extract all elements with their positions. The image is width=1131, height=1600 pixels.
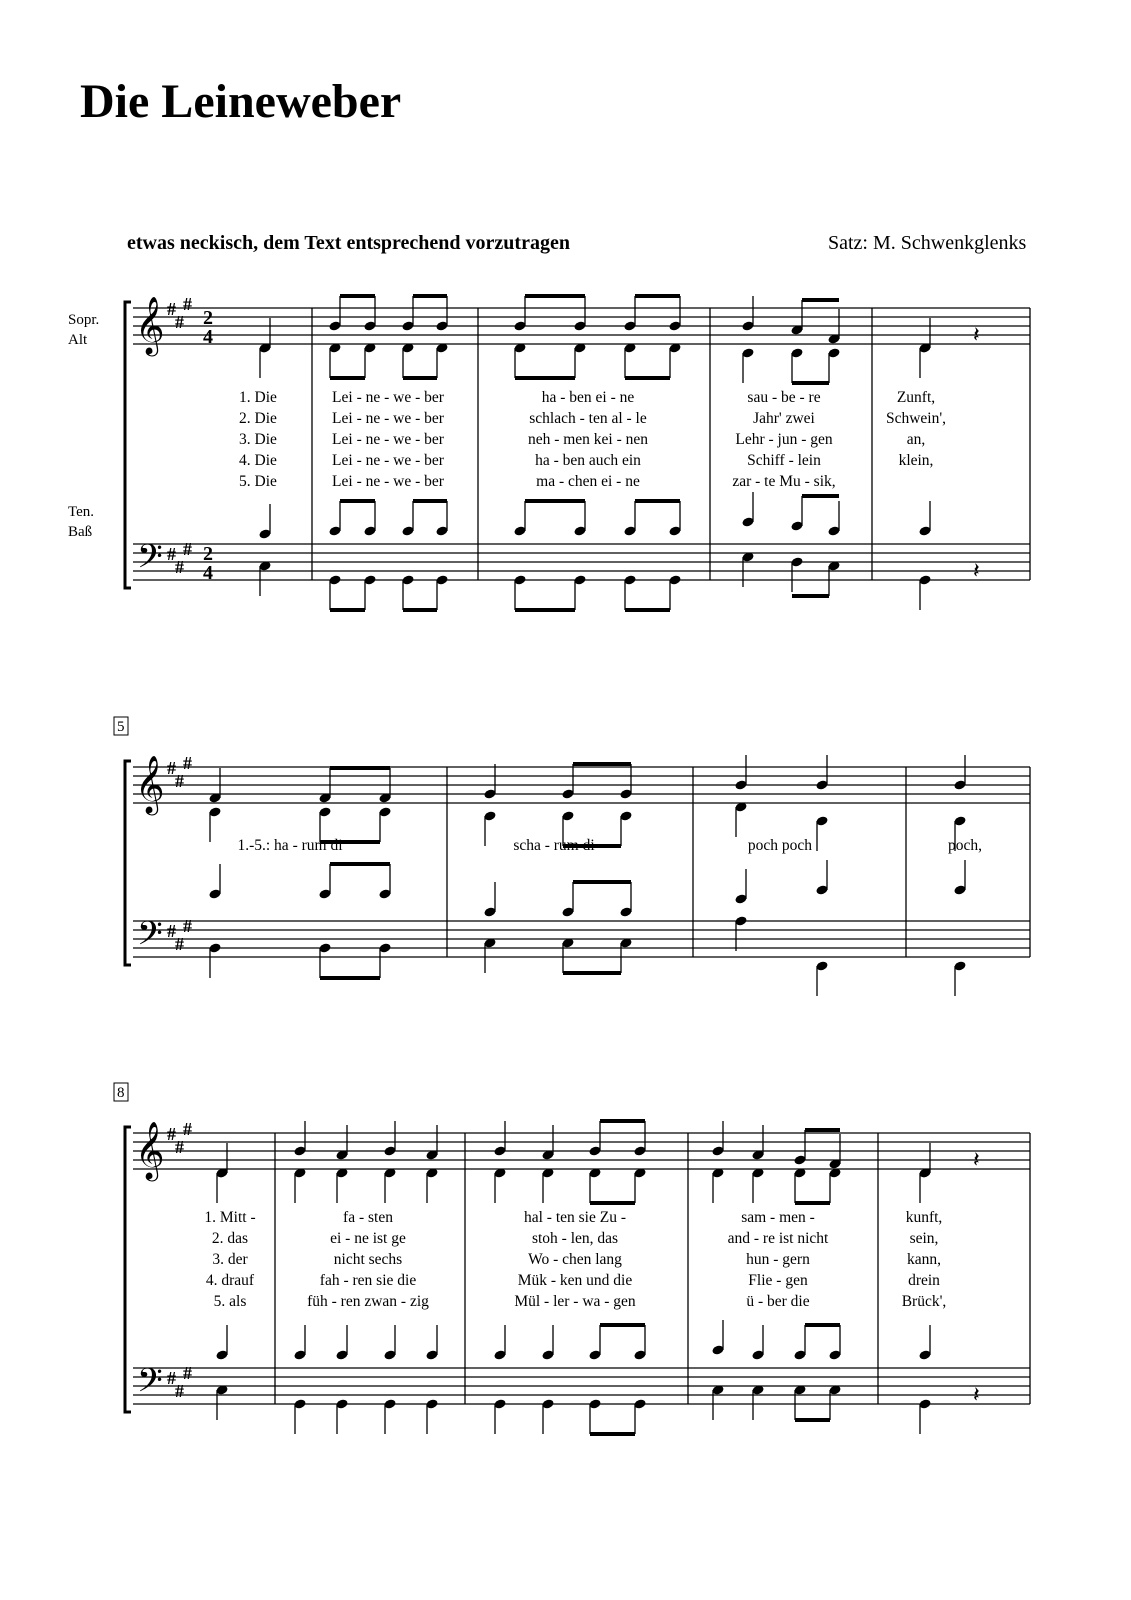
lyric-syllables: Lei - ne - we - ber — [332, 452, 444, 469]
lyric-syllables: sam - men - — [741, 1209, 815, 1226]
lyric-syllables: ma - chen ei - ne — [536, 473, 640, 490]
lyric-syllables: kunft, — [905, 1209, 943, 1226]
sharp-icon: # — [175, 312, 184, 332]
lyric-syllables: klein, — [898, 452, 934, 469]
sharp-icon: # — [183, 1363, 192, 1383]
quarter-rest-icon: 𝄽 — [973, 558, 980, 583]
lyric-syllables: ha - ben ei - ne — [541, 389, 635, 406]
song-title: Die Leineweber — [80, 75, 402, 128]
lyric-syllables: Lei - ne - we - ber — [332, 473, 444, 490]
lyric-syllables: stoh - len, das — [531, 1230, 619, 1247]
lyric-syllables: sein, — [909, 1230, 939, 1247]
lyric-syllables: ha - ben auch ein — [535, 452, 641, 469]
quarter-rest-icon: 𝄽 — [973, 322, 980, 347]
sharp-icon: # — [183, 1119, 192, 1139]
lyric-syllables: 1. Die — [239, 389, 277, 406]
sharp-icon: # — [175, 1137, 184, 1157]
lyric-syllables: drein — [908, 1272, 940, 1289]
lyric-syllables: neh - men kei - nen — [527, 431, 649, 448]
time-signature-numerator: 2 — [203, 543, 213, 565]
lyric-syllables: poch, — [947, 837, 983, 854]
lyric-syllables: hal - ten sie Zu - — [523, 1209, 627, 1226]
lyric-syllables: fa - sten — [343, 1209, 393, 1226]
lyric-syllables: zar - te Mu - sik, — [732, 473, 836, 490]
time-signature-numerator: 2 — [203, 307, 213, 329]
lyric-syllables: and - re ist nicht — [727, 1230, 829, 1247]
treble-clef-icon: 𝄞 — [135, 1122, 165, 1178]
bass-clef-icon: 𝄢 — [137, 1362, 163, 1407]
lyric-syllables: Lei - ne - we - ber — [332, 410, 444, 427]
sharp-icon: # — [183, 539, 192, 559]
lyric-syllables: Lei - ne - we - ber — [332, 431, 444, 448]
system-bracket — [125, 761, 131, 965]
quarter-rest-icon: 𝄽 — [973, 1147, 980, 1172]
bass-clef-icon: 𝄢 — [137, 538, 163, 583]
lyric-syllables: ü - ber die — [746, 1293, 810, 1310]
lyric-syllables: sau - be - re — [747, 389, 821, 406]
lyric-syllables: fah - ren sie die — [319, 1272, 417, 1289]
lyric-syllables: poch poch — [747, 837, 813, 854]
lyric-syllables: Lehr - jun - gen — [735, 431, 833, 448]
lyric-syllables: Brück', — [901, 1293, 947, 1310]
lyric-syllables: 4. Die — [239, 452, 277, 469]
lyric-syllables: 3. der — [212, 1251, 248, 1268]
lyric-syllables: 2. das — [211, 1230, 249, 1247]
lyric-syllables: Wo - chen lang — [528, 1251, 622, 1268]
sharp-icon: # — [167, 1124, 176, 1144]
lyric-syllables: schlach - ten al - le — [529, 410, 647, 427]
sharp-icon: # — [175, 771, 184, 791]
sharp-icon: # — [183, 916, 192, 936]
lyric-syllables: 4. drauf — [205, 1272, 255, 1289]
voice-label-alto: Alt — [68, 332, 88, 348]
sharp-icon: # — [183, 753, 192, 773]
lyric-syllables: ei - ne ist ge — [330, 1230, 406, 1247]
sharp-icon: # — [167, 921, 176, 941]
lyric-syllables: scha - rum di — [513, 837, 595, 854]
lyric-syllables: Schiff - lein — [747, 452, 821, 469]
sharp-icon: # — [175, 934, 184, 954]
sharp-icon: # — [175, 557, 184, 577]
lyric-syllables: an, — [906, 431, 926, 448]
voice-label-bass: Baß — [68, 524, 93, 540]
time-signature-denominator: 4 — [203, 326, 213, 348]
lyric-syllables: kann, — [906, 1251, 942, 1268]
sharp-icon: # — [167, 1368, 176, 1388]
lyric-syllables: Mül - ler - wa - gen — [514, 1293, 636, 1310]
sharp-icon: # — [167, 758, 176, 778]
lyric-syllables: Jahr' zwei — [753, 410, 815, 427]
lyric-syllables: 5. Die — [239, 473, 277, 490]
sharp-icon: # — [167, 544, 176, 564]
bass-clef-icon: 𝄢 — [137, 915, 163, 960]
sharp-icon: # — [167, 299, 176, 319]
lyric-syllables: Zunft, — [896, 389, 936, 406]
sharp-icon: # — [175, 1381, 184, 1401]
quarter-rest-icon: 𝄽 — [973, 1382, 980, 1407]
time-signature-denominator: 4 — [203, 562, 213, 584]
system-bracket — [125, 1127, 131, 1412]
voice-label-soprano: Sopr. — [68, 312, 100, 328]
lyric-syllables: nicht sechs — [333, 1251, 403, 1268]
arranger-credit: Satz: M. Schwenkglenks — [828, 232, 1027, 254]
lyric-syllables: 2. Die — [239, 410, 277, 427]
lyric-syllables: 1. Mitt - — [204, 1209, 256, 1226]
treble-clef-icon: 𝄞 — [135, 756, 165, 812]
lyric-syllables: Mük - ken und die — [517, 1272, 633, 1289]
lyric-syllables: hun - gern — [746, 1251, 810, 1268]
lyric-syllables: Schwein', — [885, 410, 947, 427]
treble-clef-icon: 𝄞 — [135, 297, 165, 353]
sharp-icon: # — [183, 294, 192, 314]
lyric-syllables: Flie - gen — [748, 1272, 808, 1289]
tempo-marking: etwas neckisch, dem Text entsprechend vorzutragen — [127, 232, 570, 254]
measure-number: 8 — [117, 1085, 125, 1101]
lyric-syllables: Lei - ne - we - ber — [332, 389, 444, 406]
voice-label-tenor: Ten. — [68, 504, 95, 520]
lyric-syllables: 1.-5.: ha - rum di — [237, 837, 343, 854]
measure-number: 5 — [117, 719, 125, 735]
lyric-syllables: 5. als — [213, 1293, 247, 1310]
lyric-syllables: 3. Die — [239, 431, 277, 448]
system-bracket — [125, 302, 131, 588]
lyric-syllables: füh - ren zwan - zig — [307, 1293, 429, 1310]
